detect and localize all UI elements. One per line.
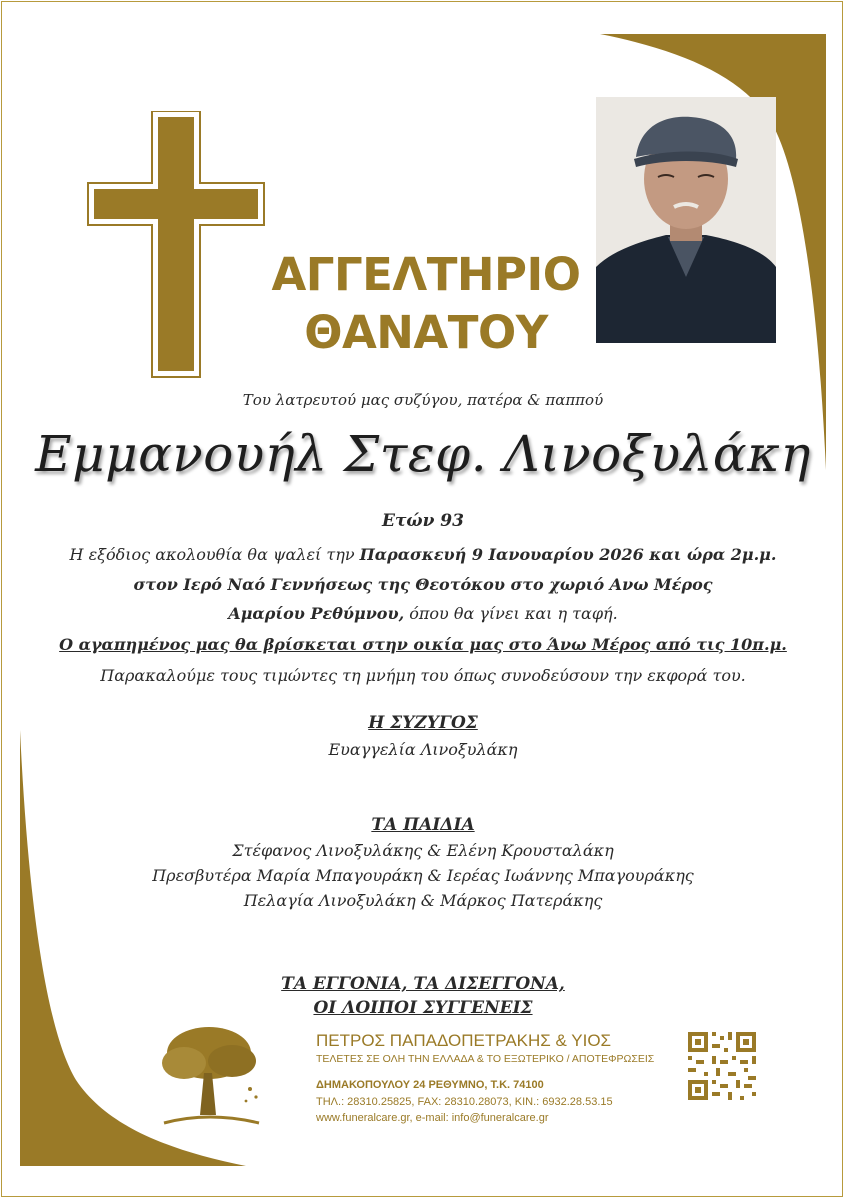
- deceased-name: Εμμανουήλ Στεφ. Λινοξυλάκη: [35, 425, 811, 483]
- children-heading: ΤΑ ΠΑΙΔΙΑ: [371, 815, 475, 835]
- church-line: στον Ιερό Ναό Γεννήσεως της Θεοτόκου στο χωριό Ανω Μέρος: [133, 575, 713, 594]
- burial-location: Αμαρίου Ρεθύμνου,: [228, 604, 405, 623]
- child-entry: Στέφανος Λινοξυλάκης & Ελένη Κρουσταλάκη: [232, 841, 614, 860]
- qr-code-icon: [686, 1030, 758, 1102]
- burial-note: όπου θα γίνει και η ταφή.: [404, 604, 618, 623]
- relatives-line-1: ΤΑ ΕΓΓΟΝΙΑ, ΤΑ ΔΙΣΕΓΓΟΝΑ,: [281, 974, 565, 994]
- spouse-name: Ευαγγελία Λινοξυλάκη: [328, 740, 518, 759]
- title-line-2: ΘΑΝΑΤΟΥ: [304, 306, 548, 359]
- age-line: Ετών 93: [382, 511, 464, 531]
- tree-logo-icon: [154, 1015, 264, 1135]
- funeral-time-line: [0, 545, 846, 564]
- funeral-home-web: www.funeralcare.gr, e-mail: info@funeralcare.gr: [316, 1112, 549, 1124]
- spouse-heading: Η ΣΥΖΥΓΟΣ: [368, 713, 478, 733]
- child-entry: Πρεσβυτέρα Μαρία Μπαγουράκη & Ιερέας Ιωάννης Μπαγουράκης: [152, 866, 694, 885]
- burial-line: [0, 604, 846, 623]
- child-entry: Πελαγία Λινοξυλάκη & Μάρκος Πατεράκης: [243, 891, 603, 910]
- funeral-home-phones: ΤΗΛ.: 28310.25825, FAX: 28310.28073, ΚΙΝ.: 6932.28.53.15: [316, 1096, 613, 1108]
- funeral-home-address: ΔΗΜΑΚΟΠΟΥΛΟΥ 24 ΡΕΘΥΜΝΟ, Τ.Κ. 74100: [316, 1079, 544, 1091]
- funeral-home-subtitle: ΤΕΛΕΤΕΣ ΣΕ ΟΛΗ ΤΗΝ ΕΛΛΑΔΑ & ΤΟ ΕΞΩΤΕΡΙΚΟ / ΑΠΟΤΕΦΡΩΣΕΙΣ: [316, 1053, 655, 1065]
- title-line-1: ΑΓΓΕΛΤΗΡΙΟ: [271, 248, 581, 301]
- request-line: Παρακαλούμε τους τιμώντες τη μνήμη του όπως συνοδεύσουν την εκφορά του.: [100, 666, 746, 685]
- funeral-date-time: Παρασκευή 9 Ιανουαρίου 2026 και ώρα 2μ.μ.: [359, 545, 777, 564]
- wake-line: Ο αγαπημένος μας θα βρίσκεται στην οικία μας στο Άνω Μέρος από τις 10π.μ.: [59, 635, 787, 654]
- intro-line: Του λατρευτού μας συζύγου, πατέρα & παππού: [242, 391, 604, 409]
- relatives-line-2: ΟΙ ΛΟΙΠΟΙ ΣΥΓΓΕΝΕΙΣ: [313, 998, 533, 1018]
- funeral-time-prefix: Η εξόδιος ακολουθία θα ψαλεί την: [69, 545, 360, 564]
- funeral-home-name: ΠΕΤΡΟΣ ΠΑΠΑΔΟΠΕΤΡΑΚΗΣ & ΥΙΟΣ: [316, 1031, 612, 1050]
- deceased-portrait: [596, 97, 776, 343]
